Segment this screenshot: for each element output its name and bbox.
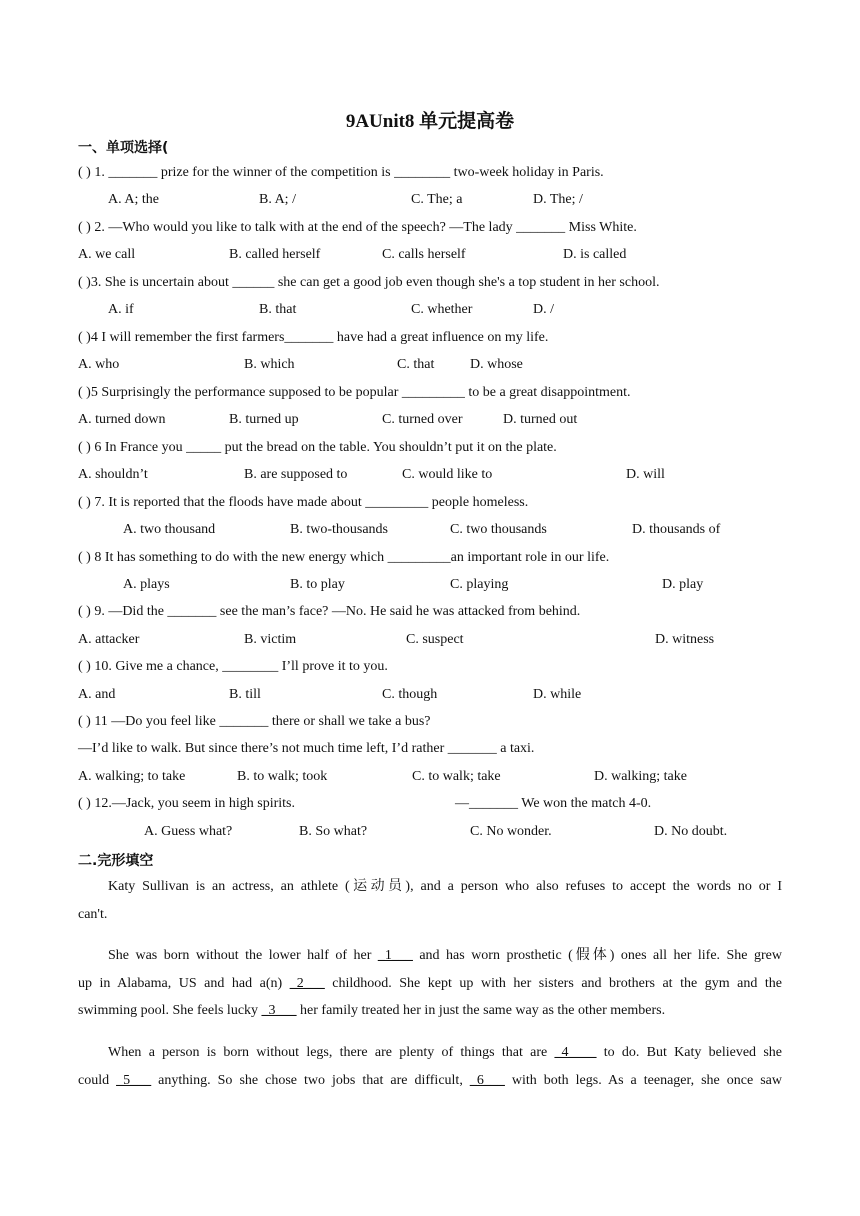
question-12-option-d: D. No doubt. [654,824,728,839]
question-12-option-c: C. No wonder. [470,824,552,839]
question-10-option-c: C. though [382,687,438,702]
question-2-option-a: A. we call [78,247,136,262]
question-12-stem-reply: —_______ We won the match 4-0. [455,796,652,811]
question-9-option-c: C. suspect [406,632,464,647]
question-6-option-c: C. would like to [402,467,493,482]
text-segment: and has worn prosthetic (假体) ones all her life. She grew [412,948,782,963]
section-heading-multiple-choice: 一、单项选择( [78,140,169,156]
paragraph-line: Katy Sullivan is an actress, an athlete (运动员), and a person who also refuses to accept the words no or I [108,879,782,894]
text-segment: When a person is born without legs, there are plenty of things that are [108,1045,555,1060]
question-5-option-c: C. turned over [382,412,463,427]
question-12-option-a: A. Guess what? [144,824,233,839]
cloze-paragraph-1 [78,873,782,928]
text-segment: with both legs. As a teenager, she once saw [504,1072,782,1088]
question-5-stem: ( )5 Surprisingly the performance supposed to be popular _________ to be a great disappointment. [78,385,631,400]
section-heading-cloze: 二.完形填空 [78,853,154,869]
paragraph-line [78,1067,782,1095]
question-10-stem: ( ) 10. Give me a chance, ________ I’ll prove it to you. [78,659,388,674]
question-2-option-d: D. is called [563,247,627,262]
question-4-option-d: D. whose [470,357,523,372]
question-7-option-d: D. thousands of [632,522,721,537]
blank-4: _4____ [554,1045,597,1060]
question-9-stem: ( ) 9. —Did the _______ see the man’s face? —No. He said he was attacked from behind. [78,604,581,619]
question-3-stem: ( )3. She is uncertain about ______ she can get a good job even though she's a top student in her school. [78,275,660,290]
question-12-option-b: B. So what? [299,824,368,839]
text-segment: childhood. She kept up with her sisters and brothers at the gym and the [324,975,782,991]
blank-3: _3___ [261,1003,297,1018]
text-segment: to do. But Katy believed she [596,1045,782,1060]
question-3-option-a: A. if [108,302,134,317]
question-7-option-a: A. two thousand [123,522,216,537]
question-11-stem: ( ) 11 —Do you feel like _______ there or shall we take a bus? [78,714,431,729]
question-9-option-d: D. witness [655,632,715,647]
question-8-option-b: B. to play [290,577,345,592]
text-segment: She was born without the lower half of her [108,948,378,963]
text-segment: could [78,1072,117,1088]
question-1-stem: ( ) 1. _______ prize for the winner of the competition is ________ two-week holiday in Paris. [78,165,604,180]
question-3-option-c: C. whether [411,302,473,317]
blank-5: _5___ [116,1072,152,1088]
question-1-option-c: C. The; a [411,192,463,207]
question-6-option-d: D. will [626,467,665,482]
paragraph-line [78,1039,782,1067]
question-8-option-d: D. play [662,577,704,592]
question-10-option-d: D. while [533,687,582,702]
text-segment: swimming pool. She feels lucky [78,1003,262,1018]
cloze-paragraph-2 [78,942,782,1025]
question-9-option-b: B. victim [244,632,297,647]
question-8-option-a: A. plays [123,577,170,592]
question-10-option-b: B. till [229,687,261,702]
text-segment: her family treated her in just the same way as the other members. [296,1003,666,1018]
question-6-stem: ( ) 6 In France you _____ put the bread on the table. You shouldn’t put it on the plate. [78,440,557,455]
question-9-option-a: A. attacker [78,632,140,647]
question-11-option-c: C. to walk; take [412,769,501,784]
question-5-option-b: B. turned up [229,412,299,427]
question-4-option-a: A. who [78,357,120,372]
question-11-option-a: A. walking; to take [78,769,186,784]
page-title: 9AUnit8 单元提高卷 [345,111,515,132]
question-7-stem: ( ) 7. It is reported that the floods have made about _________ people homeless. [78,495,529,510]
question-6-option-b: B. are supposed to [244,467,348,482]
question-8-option-c: C. playing [450,577,509,592]
question-1-option-b: B. A; / [259,192,296,207]
question-5-option-d: D. turned out [503,412,578,427]
question-11-stem-reply: —I’d like to walk. But since there’s not much time left, I’d rather _______ a taxi. [78,741,535,756]
cloze-paragraph-3 [78,1039,782,1094]
question-1-option-d: D. The; / [533,192,583,207]
text-segment: anything. So she chose two jobs that are difficult, [151,1072,470,1088]
paragraph-line: can't. [78,906,108,922]
paragraph-line [78,970,782,998]
question-5-option-a: A. turned down [78,412,166,427]
question-4-option-b: B. which [244,357,295,372]
question-11-option-d: D. walking; take [594,769,687,784]
question-7-option-b: B. two-thousands [290,522,388,537]
blank-2: _2___ [289,975,325,991]
question-1-option-a: A. A; the [108,192,159,207]
question-2-option-b: B. called herself [229,247,321,262]
question-2-option-c: C. calls herself [382,247,466,262]
question-4-stem: ( )4 I will remember the first farmers_______ have had a great influence on my life. [78,330,549,345]
question-4-option-c: C. that [397,357,435,372]
question-7-option-c: C. two thousands [450,522,547,537]
blank-1: _1___ [377,948,413,963]
question-10-option-a: A. and [78,687,116,702]
question-12-stem: ( ) 12.—Jack, you seem in high spirits. [78,796,295,811]
question-6-option-a: A. shouldn’t [78,467,148,482]
question-11-option-b: B. to walk; took [237,769,328,784]
paragraph-line [78,997,782,1025]
question-8-stem: ( ) 8 It has something to do with the new energy which _________an important role in our life. [78,550,610,565]
blank-6: _6___ [469,1072,505,1088]
question-3-option-d: D. / [533,302,554,317]
question-2-stem: ( ) 2. —Who would you like to talk with at the end of the speech? —The lady _______ Miss White. [78,220,637,235]
question-3-option-b: B. that [259,302,297,317]
text-segment: up in Alabama, US and had a(n) [78,975,290,991]
paragraph-line [78,942,782,970]
